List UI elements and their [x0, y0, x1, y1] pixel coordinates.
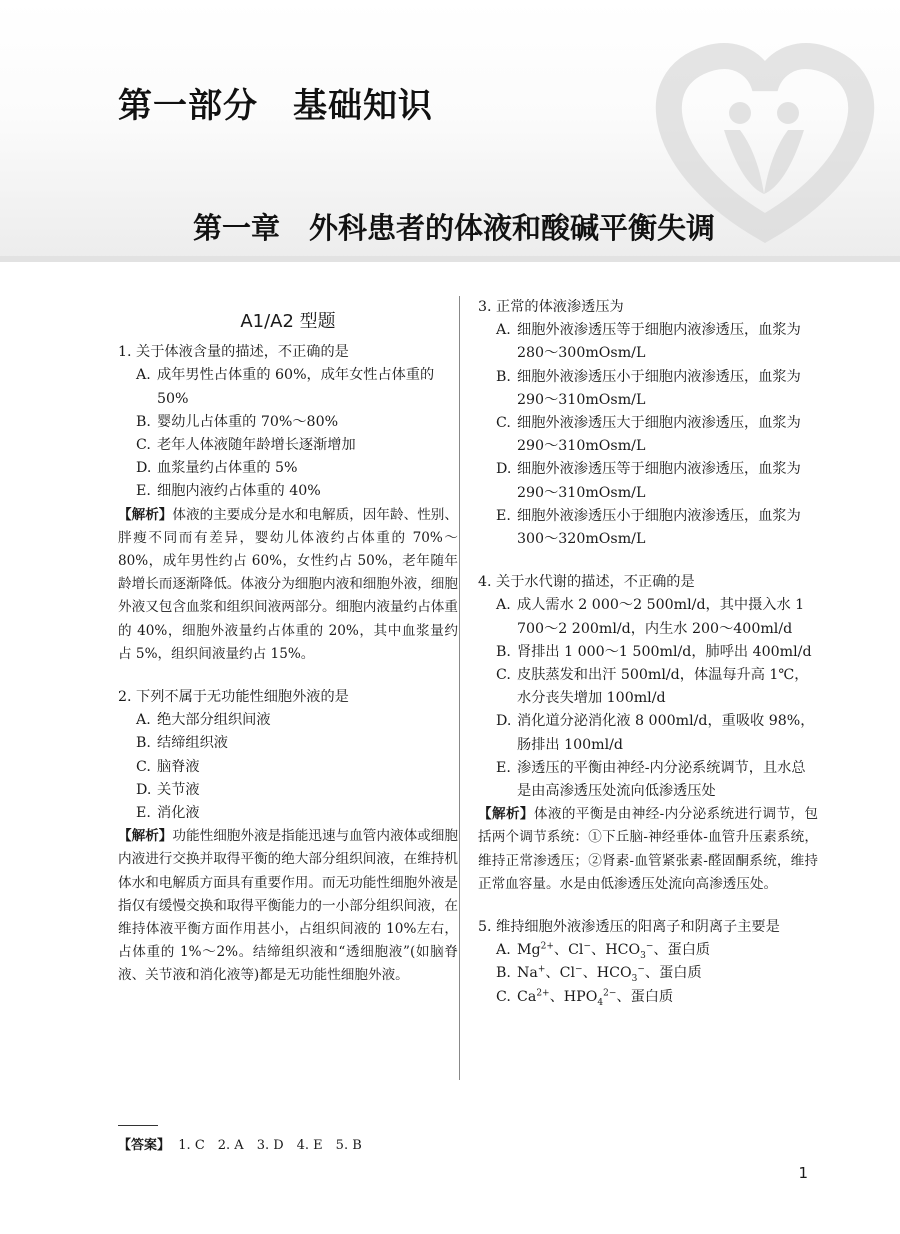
option-a: A. 绝大部分组织间液: [136, 712, 271, 729]
left-column: [118, 296, 458, 1008]
question-stem: 维持细胞外液渗透压的阳离子和阴离子主要是: [496, 919, 780, 936]
option-b: B. 细胞外液渗透压小于细胞内液渗透压，血浆为 290～310mOsm/L: [496, 368, 801, 408]
question-number: 3.: [478, 299, 492, 315]
option-b: B. 婴幼儿占体重的 70%～80%: [136, 413, 339, 430]
option-c: C. 皮肤蒸发和出汗 500ml/d，体温每升高 1℃，水分丧失增加 100ml/d: [496, 667, 809, 707]
option-a: A. 细胞外液渗透压等于细胞内液渗透压，血浆为 280～300mOsm/L: [496, 322, 801, 362]
option-e: E. 细胞外液渗透压小于细胞内液渗透压，血浆为 300～320mOsm/L: [496, 507, 801, 548]
option-c: C. 细胞外液渗透压大于细胞内液渗透压，血浆为 290～310mOsm/L: [496, 415, 801, 455]
chapter-title: 第一章 外科患者的体液和酸碱平衡失调: [192, 211, 715, 245]
question-stem: 下列不属于无功能性细胞外液的是: [136, 689, 349, 706]
option-b: B. 肾排出 1 000～1 500ml/d，肺呼出 400ml/d: [496, 643, 812, 660]
section-title: A1/A2 型题: [240, 311, 336, 332]
option-a: A. 成人需水 2 000～2 500ml/d，其中摄入水 1 700～2 200ml/d，内生水 200～400ml/d: [496, 597, 805, 637]
question-4: [478, 571, 818, 896]
question-5: [478, 916, 818, 1009]
part-title: 第一部分 基础知识: [118, 86, 433, 126]
question-3: [478, 296, 818, 551]
option-b: B. Na+、Cl−、$HCO_3^-$、蛋白质: [496, 964, 702, 985]
question-stem: 关于体液含量的描述，不正确的是: [136, 344, 349, 361]
option-a: A. $Mg^{2+}$、Cl−、$HCO_3^-$、蛋白质: [496, 941, 711, 962]
option-d: D. 消化道分泌消化液 8 000ml/d，重吸收 98%，肠排出 100ml/d: [496, 713, 815, 753]
option-c: C. $Ca^{2+}$、$HPO_4^{2-}$、蛋白质: [496, 987, 674, 1008]
page-number: 1: [798, 1164, 808, 1182]
option-e: E. 细胞内液约占体重的 40%: [136, 483, 321, 500]
answer-label: 【答案】: [118, 1138, 171, 1153]
question-number: 4.: [478, 574, 492, 591]
analysis-tag: 【解析】: [118, 828, 173, 845]
column-divider: [459, 296, 460, 1080]
question-stem: 正常的体液渗透压为: [496, 299, 624, 315]
analysis-tag: 【解析】: [478, 806, 534, 823]
analysis-tag: 【解析】: [118, 506, 173, 523]
right-column: [478, 296, 818, 1029]
option-b: B. 结缔组织液: [136, 735, 228, 752]
question-number: 2.: [118, 689, 132, 706]
analysis-text: 体液的平衡是由神经-内分泌系统进行调节，包括两个调节系统：①下丘脑-神经垂体-血管升压素系统，维持正常渗透压；②肾素-血管紧张素-醛固酮系统，维持正常血容量。水是由低渗透压处流向高渗透压处。: [478, 806, 819, 892]
option-d: D. 血浆量约占体重的 5%: [136, 460, 298, 477]
answer-key: [118, 1134, 362, 1153]
option-c: C. 老年人体液随年龄增长逐渐增加: [136, 437, 356, 454]
header-divider: [0, 256, 900, 262]
option-d: D. 关节液: [136, 781, 200, 798]
option-e: E. 渗透压的平衡由神经-内分泌系统调节，且水总是由高渗透压处流向低渗透压处: [496, 759, 806, 800]
option-e: E. 消化液: [136, 805, 200, 822]
answer-values: 1. C 2. A 3. D 4. E 5. B: [178, 1138, 362, 1153]
question-number: 1.: [118, 344, 132, 361]
analysis: [478, 803, 818, 896]
analysis: [118, 825, 458, 987]
question-2: [118, 686, 458, 988]
question-1: [118, 341, 458, 666]
answer-rule: [118, 1125, 158, 1126]
question-stem: 关于水代谢的描述，不正确的是: [496, 574, 695, 591]
analysis-text: 体液的主要成分是水和电解质，因年龄、性别、胖瘦不同而有差异，婴幼儿体液约占体重的 70%～80%，成年男性约占 60%，女性约占 50%，老年随年龄增长而逐渐降低。体液分为细胞内液和细胞外液，细胞外液又包含血浆和组织间液两部分。细胞内液量约占体重的 40%，细胞外液量约占体重的 20%，其中血浆量约占 5%，组织间液量约占 15%。: [118, 506, 459, 662]
question-number: 5.: [478, 919, 492, 936]
option-a: A. 成年男性占体重的 60%，成年女性占体重的 50%: [136, 367, 435, 407]
option-d: D. 细胞外液渗透压等于细胞内液渗透压，血浆为 290～310mOsm/L: [496, 461, 801, 501]
option-c: C. 脑脊液: [136, 758, 200, 775]
analysis-text: 功能性细胞外液是指能迅速与血管内液体或细胞内液进行交换并取得平衡的绝大部分组织间液，在维持机体水和电解质方面具有重要作用。而无功能性细胞外液是指仅有缓慢交换和取得平衡能力的一小部分组织间液，在维持体液平衡方面作用甚小，占组织间液的 10%左右，占体重的 1%～2%。结缔组织液和“透细胞液”(如脑脊液、关节液和消化液等)都是无功能性细胞外液。: [118, 828, 459, 984]
analysis: [118, 504, 458, 666]
